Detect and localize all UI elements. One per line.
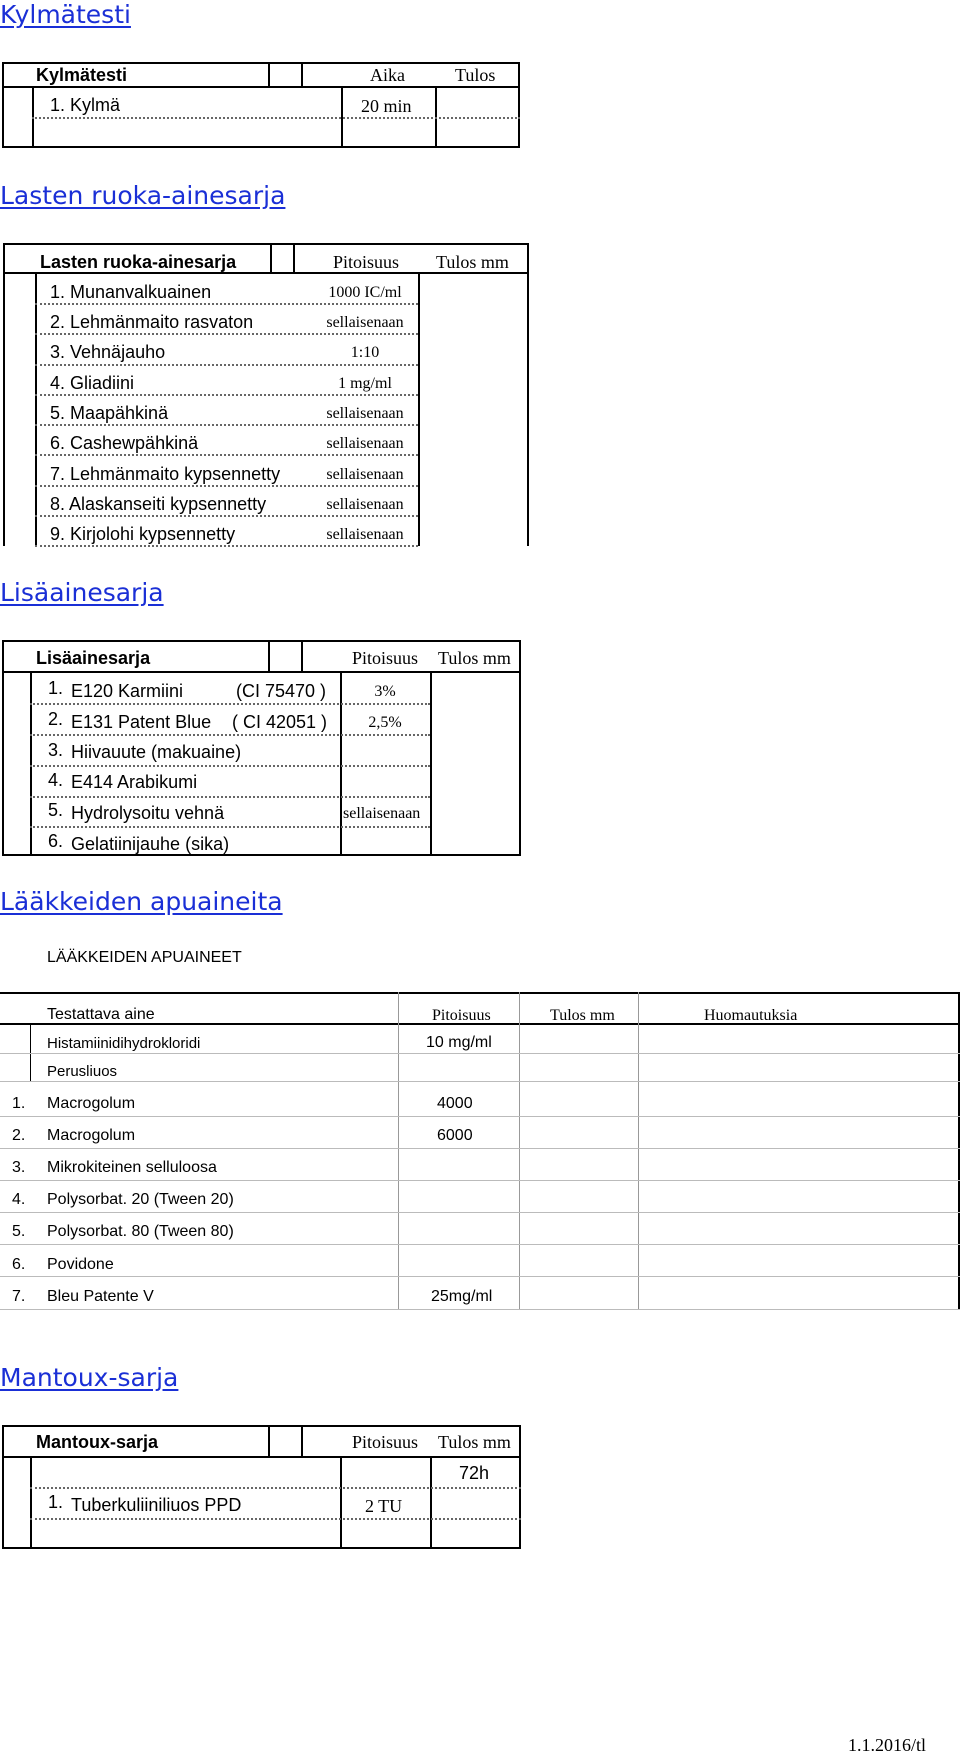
- row-number: 3.: [12, 1159, 26, 1176]
- column-header-tulos-mm: Tulos mm: [438, 648, 511, 668]
- list-item-value: sellaisenaan: [326, 526, 404, 543]
- row-value: 3%: [374, 683, 396, 700]
- column-header-tulos-mm: Tulos mm: [438, 1432, 511, 1452]
- table-title: Lasten ruoka-ainesarja: [40, 252, 237, 272]
- column-header-pitoisuus: Pitoisuus: [352, 1432, 419, 1452]
- row-aika: 20 min: [361, 96, 412, 116]
- column-header-huomautuksia: Huomautuksia: [704, 1007, 798, 1024]
- row-name: Polysorbat. 80 (Tween 80): [47, 1223, 234, 1240]
- list-item-name: 5. Maapähkinä: [50, 403, 169, 423]
- table-title: Mantoux-sarja: [36, 1432, 159, 1452]
- row-number: 1.: [48, 678, 64, 698]
- column-header-pitoisuus: Pitoisuus: [333, 252, 400, 272]
- row-name: Mikrokiteinen selluloosa: [47, 1159, 217, 1176]
- row-value: 25mg/ml: [431, 1288, 493, 1305]
- section-heading-mantoux-sarja[interactable]: Mantoux-sarja: [0, 1363, 179, 1392]
- list-item-name: 7. Lehmänmaito kypsennetty: [50, 464, 281, 484]
- row-name: Hiivauute (makuaine): [71, 742, 242, 762]
- list-item-name: 4. Gliadiini: [50, 373, 135, 393]
- row-name: Bleu Patente V: [47, 1288, 154, 1305]
- column-header-tulos: Tulos: [455, 65, 496, 85]
- row-name: E131 Patent Blue: [71, 712, 212, 732]
- row-number: 4.: [12, 1191, 26, 1208]
- column-header-tulos-mm: Tulos mm: [550, 1007, 615, 1024]
- table-title: Kylmätesti: [36, 65, 128, 85]
- row-number: 3.: [48, 740, 64, 760]
- row-name: Tuberkuliiniliuos PPD: [71, 1495, 242, 1515]
- row-number: 5.: [48, 800, 64, 820]
- row-name: E120 Karmiini: [71, 681, 184, 701]
- row-ci-code: ( CI 42051 ): [232, 712, 328, 732]
- table-title: Lisäainesarja: [36, 648, 151, 668]
- column-header-testattava-aine: Testattava aine: [47, 1006, 155, 1023]
- subtitle: LÄÄKKEIDEN APUAINEET: [47, 949, 242, 966]
- row-value: 2,5%: [368, 714, 402, 731]
- row-value: 2 TU: [365, 1496, 403, 1516]
- list-item-name: 1. Munanvalkuainen: [50, 282, 212, 302]
- row-number: 4.: [48, 770, 64, 790]
- row-name: Gelatiinijauhe (sika): [71, 834, 230, 854]
- row-name: Macrogolum: [47, 1127, 136, 1144]
- section-heading-lasten-ruoka-ainesarja[interactable]: Lasten ruoka-ainesarja: [0, 181, 286, 210]
- row-name: 1. Kylmä: [50, 95, 121, 115]
- list-item-name: 9. Kirjolohi kypsennetty: [50, 524, 236, 544]
- row-number: 1.: [12, 1095, 26, 1112]
- row-number: 2.: [48, 709, 64, 729]
- list-item-name: 2. Lehmänmaito rasvaton: [50, 312, 254, 332]
- list-item-name: 8. Alaskanseiti kypsennetty: [50, 494, 267, 514]
- section-heading-kylmatesti[interactable]: Kylmätesti: [0, 0, 131, 29]
- time-label: 72h: [459, 1463, 490, 1483]
- list-item-value: sellaisenaan: [326, 466, 404, 483]
- row-value: sellaisenaan: [343, 805, 421, 822]
- row-name: Povidone: [47, 1256, 114, 1273]
- row-number: 6.: [48, 831, 64, 851]
- column-header-tulos-mm: Tulos mm: [436, 252, 509, 272]
- row-number: 5.: [12, 1223, 26, 1240]
- list-item-value: 1 mg/ml: [338, 375, 392, 392]
- row-number: 1.: [48, 1492, 64, 1512]
- section-heading-lisaainesarja[interactable]: Lisäainesarja: [0, 578, 164, 607]
- row-value: 10 mg/ml: [426, 1034, 492, 1051]
- row-number: 7.: [12, 1288, 26, 1305]
- column-header-pitoisuus: Pitoisuus: [432, 1007, 491, 1024]
- row-value: 4000: [437, 1095, 473, 1112]
- footer-date: 1.1.2016/tl: [848, 1735, 927, 1755]
- section-heading-laakkeiden-apuaineita[interactable]: Lääkkeiden apuaineita: [0, 887, 283, 916]
- list-item-name: 3. Vehnäjauho: [50, 342, 166, 362]
- column-header-aika: Aika: [370, 65, 405, 85]
- list-item-value: 1000 IC/ml: [328, 284, 402, 301]
- row-number: 6.: [12, 1256, 26, 1273]
- row-name: Hydrolysoitu vehnä: [71, 803, 225, 823]
- column-header-pitoisuus: Pitoisuus: [352, 648, 419, 668]
- row-name: Histamiinidihydrokloridi: [47, 1035, 201, 1052]
- list-item-value: sellaisenaan: [326, 405, 404, 422]
- row-value: 6000: [437, 1127, 473, 1144]
- list-item-value: 1:10: [350, 344, 380, 361]
- row-ci-code: (CI 75470 ): [236, 681, 327, 701]
- list-item-value: sellaisenaan: [326, 314, 404, 331]
- row-name: E414 Arabikumi: [71, 772, 198, 792]
- list-item-value: sellaisenaan: [326, 496, 404, 513]
- row-name: Perusliuos: [47, 1063, 118, 1080]
- row-name: Macrogolum: [47, 1095, 136, 1112]
- list-item-name: 6. Cashewpähkinä: [50, 433, 199, 453]
- row-number: 2.: [12, 1127, 26, 1144]
- list-item-value: sellaisenaan: [326, 435, 404, 452]
- row-name: Polysorbat. 20 (Tween 20): [47, 1191, 234, 1208]
